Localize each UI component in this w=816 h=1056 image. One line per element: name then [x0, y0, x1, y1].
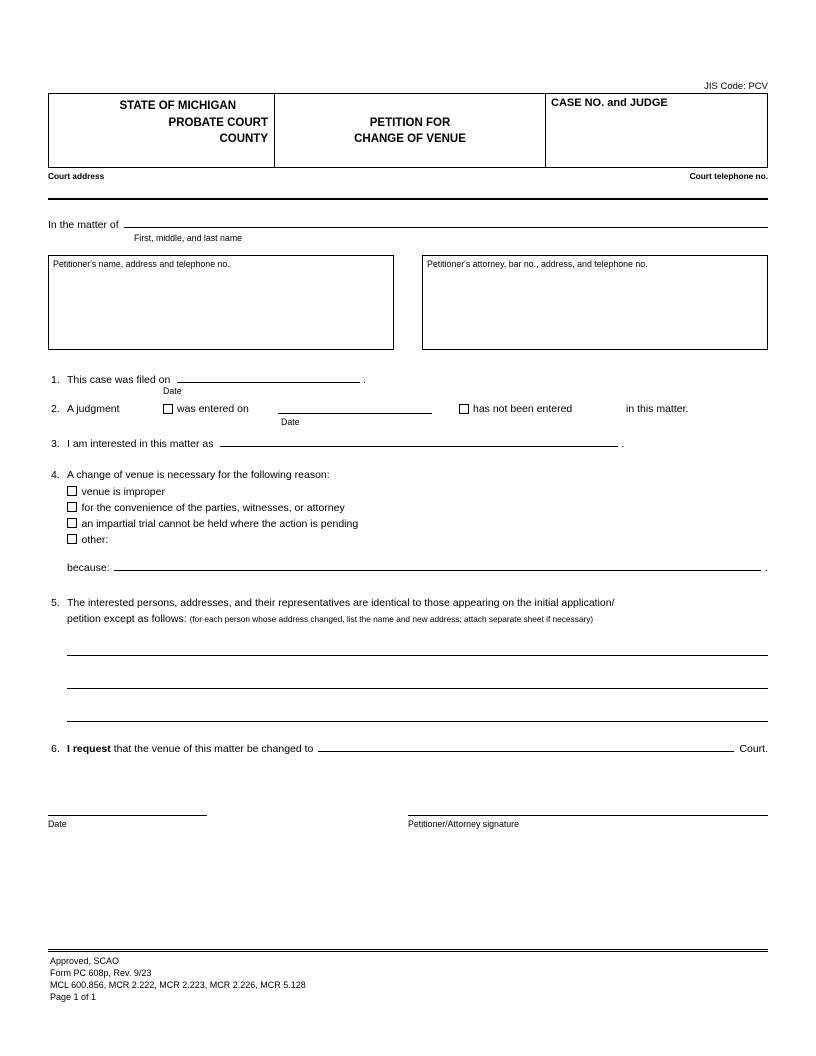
reason-impartial-row: [67, 517, 358, 531]
item-2-number: 2.: [51, 403, 60, 415]
matter-hint: First, middle, and last name: [134, 233, 243, 243]
footer-approved: Approved, SCAO: [50, 956, 120, 966]
date-signature-field[interactable]: [48, 805, 207, 816]
filed-date-field[interactable]: [177, 372, 360, 383]
judgment-date-field[interactable]: [278, 403, 432, 414]
matter-name-field[interactable]: [124, 217, 768, 228]
matter-row: [48, 217, 768, 232]
attorney-info-box[interactable]: [422, 255, 768, 350]
reason-other-checkbox[interactable]: [67, 534, 77, 544]
item-2: [51, 403, 771, 417]
item-2-lead: A judgment: [67, 403, 120, 415]
state-label: STATE OF MICHIGAN: [119, 100, 236, 112]
reason-impartial-checkbox[interactable]: [67, 518, 77, 528]
case-no-judge-label: CASE NO. and JUDGE: [551, 97, 668, 109]
form-title-line1: PETITION FOR: [369, 117, 451, 129]
header-court-cell: [49, 94, 275, 167]
item-2-tail: in this matter.: [626, 403, 689, 415]
item-3-text: I am interested in this matter as: [67, 438, 214, 450]
item-5-number: 5.: [51, 597, 60, 609]
item-1-period: .: [363, 374, 367, 386]
header-divider: [48, 198, 768, 200]
because-period: .: [765, 562, 768, 574]
date-signature-label: Date: [48, 819, 67, 829]
item-1-number: 1.: [51, 374, 60, 386]
footer-page-number: Page 1 of 1: [50, 992, 97, 1002]
item-1-text: This case was filed on: [67, 374, 171, 386]
item-2-opt2-label: has not been entered: [473, 403, 573, 415]
because-row: [67, 560, 768, 575]
reason-convenience-checkbox[interactable]: [67, 502, 77, 512]
venue-court-field[interactable]: [318, 741, 734, 752]
reason-improper-label: venue is improper: [81, 485, 165, 498]
footer-form-number: Form PC 608p, Rev. 9/23: [50, 968, 152, 978]
item-5-smallprint: (for each person whose address changed, list the name and new address; attach separate sheet if necessary): [189, 614, 594, 624]
petitioner-box-label: Petitioner's name, address and telephone no.: [53, 259, 230, 269]
because-field[interactable]: [114, 560, 761, 571]
attorney-box-label: Petitioner's attorney, bar no., address, and telephone no.: [427, 259, 648, 269]
signature-label: Petitioner/Attorney signature: [408, 819, 520, 829]
matter-label: In the matter of: [48, 219, 119, 231]
court-telephone-label: Court telephone no.: [689, 171, 768, 181]
changes-line-1[interactable]: [67, 655, 768, 656]
item-3: [51, 436, 624, 451]
because-label: because:: [67, 562, 110, 574]
reason-convenience-row: [67, 501, 345, 515]
item-6-number: 6.: [51, 743, 60, 755]
interest-field[interactable]: [220, 436, 618, 447]
judgment-not-entered-checkbox[interactable]: [459, 404, 469, 414]
changes-line-3[interactable]: [67, 721, 768, 722]
item-6: [51, 741, 768, 756]
form-title-line2: CHANGE OF VENUE: [354, 133, 466, 145]
form-title: [275, 94, 546, 167]
changes-line-2[interactable]: [67, 688, 768, 689]
item-1-date-hint: Date: [163, 386, 182, 396]
footer-citations: MCL 600.856, MCR 2.222, MCR 2.223, MCR 2.226, MCR 5.128: [50, 980, 306, 990]
item-3-number: 3.: [51, 438, 60, 450]
item-4-number: 4.: [51, 469, 60, 481]
item-6-text: that the venue of this matter be changed to: [113, 743, 314, 755]
case-no-judge-cell[interactable]: [546, 94, 767, 167]
reason-improper-checkbox[interactable]: [67, 486, 77, 496]
item-4: [51, 469, 330, 482]
probate-court-label: PROBATE COURT: [168, 116, 268, 129]
reason-convenience-label: for the convenience of the parties, witnesses, or attorney: [81, 501, 345, 514]
item-5-line1: The interested persons, addresses, and their representatives are identical to those appearing on the initial application/: [67, 597, 615, 609]
reason-improper-row: [67, 485, 165, 499]
item-4-text: A change of venue is necessary for the following reason:: [67, 469, 330, 481]
item-6-tail: Court.: [739, 743, 768, 755]
item-3-period: .: [621, 438, 625, 450]
judgment-entered-checkbox[interactable]: [163, 404, 173, 414]
item-5-line2: petition except as follows:: [67, 613, 187, 625]
footer-divider: [48, 949, 768, 952]
county-label: COUNTY: [219, 133, 268, 145]
item-5: [51, 595, 768, 627]
court-address-label: Court address: [48, 171, 105, 181]
item-2-opt1-label: was entered on: [177, 403, 249, 415]
signature-field[interactable]: [408, 805, 768, 816]
item-1: [51, 372, 366, 387]
item-6-bold: I request: [67, 743, 111, 755]
reason-impartial-label: an impartial trial cannot be held where the action is pending: [81, 517, 359, 530]
petitioner-info-box[interactable]: [48, 255, 394, 350]
footer: [50, 955, 306, 1003]
item-2-date-hint: Date: [281, 417, 300, 427]
header-table: [48, 93, 768, 168]
jis-code: JIS Code: PCV: [704, 81, 768, 92]
reason-other-row: [67, 533, 108, 547]
reason-other-label: other:: [81, 533, 109, 546]
